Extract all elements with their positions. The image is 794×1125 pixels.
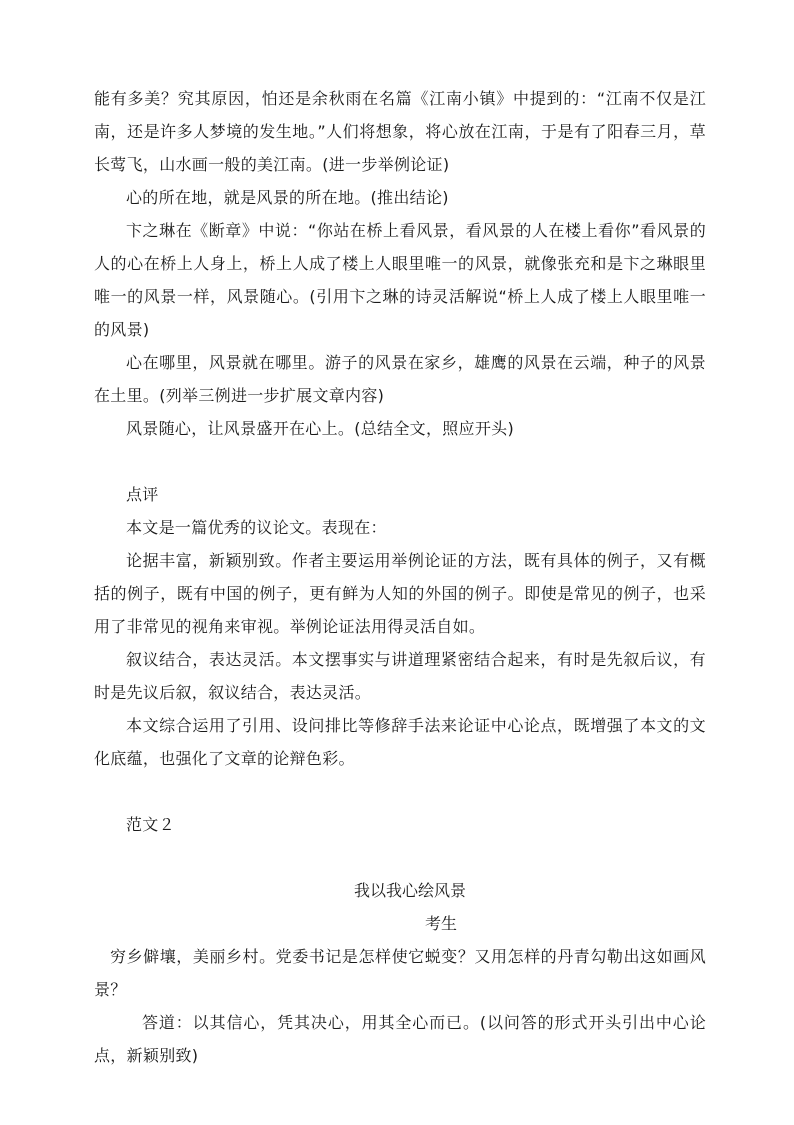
essay2-paragraph-answer: 答道：以其信心，凭其决心，用其全心而已。(以问答的形式开头引出中心论点，新颖别致) [94, 1013, 706, 1065]
paragraph-duanzhang: 卞之琳在《断章》中说：“你站在桥上看风景，看风景的人在楼上看你”看风景的人的心在桥上人身上，桥上人成了楼上人眼里唯一的风景，就像张充和是卞之琳眼里唯一的风景一样，风景随心。(引用卞之琳的诗灵活解说“桥上人成了楼上人眼里唯一的风景) [94, 221, 706, 339]
document-page [94, 82, 706, 1072]
comment-paragraph: 本文综合运用了引用、设问排比等修辞手法来论证中心论点，既增强了本文的文化底蕴，也强化了文章的论辩色彩。 [94, 716, 706, 768]
paragraph-summary: 风景随心，让风景盛开在心上。(总结全文，照应开头) [126, 419, 514, 438]
essay2-author: 考生 [424, 914, 457, 933]
paragraph-jiangnan: 能有多美？究其原因，怕还是余秋雨在名篇《江南小镇》中提到的：“江南不仅是江南，还是许多人梦境的发生地。”人们将想象，将心放在江南，于是有了阳春三月，草长莺飞，山水画一般的美江南。(进一步举例论证) [94, 89, 706, 174]
paragraph-conclusion: 心的所在地，就是风景的所在地。(推出结论) [126, 188, 449, 207]
essay2-title: 我以我心绘风景 [353, 881, 466, 900]
essay2-paragraph-opening: 穷乡僻壤，美丽乡村。党委书记是怎样使它蜕变？又用怎样的丹青勾勒出这如画风景？ [94, 947, 706, 999]
spacer [94, 445, 706, 478]
spacer [94, 841, 706, 874]
comment-paragraph: 论据丰富，新颖别致。作者主要运用举例论证的方法，既有具体的例子，又有概括的例子，既有中国的例子，更有鲜为人知的外国的例子。即使是常见的例子，也采用了非常见的视角来审视。举例论证法用得灵活自如。 [94, 551, 706, 636]
paragraph-scenery-examples: 心在哪里，风景就在哪里。游子的风景在家乡，雄鹰的风景在云端，种子的风景在土里。(列举三例进一步扩展文章内容) [94, 353, 706, 405]
spacer [94, 775, 706, 808]
comment-heading: 点评 [126, 485, 159, 504]
comment-paragraph: 本文是一篇优秀的议论文。表现在： [126, 518, 387, 537]
comment-paragraph: 叙议结合，表达灵活。本文摆事实与讲道理紧密结合起来，有时是先叙后议，有时是先议后叙，叙议结合，表达灵活。 [94, 650, 706, 702]
essay2-label: 范文２ [126, 815, 175, 834]
